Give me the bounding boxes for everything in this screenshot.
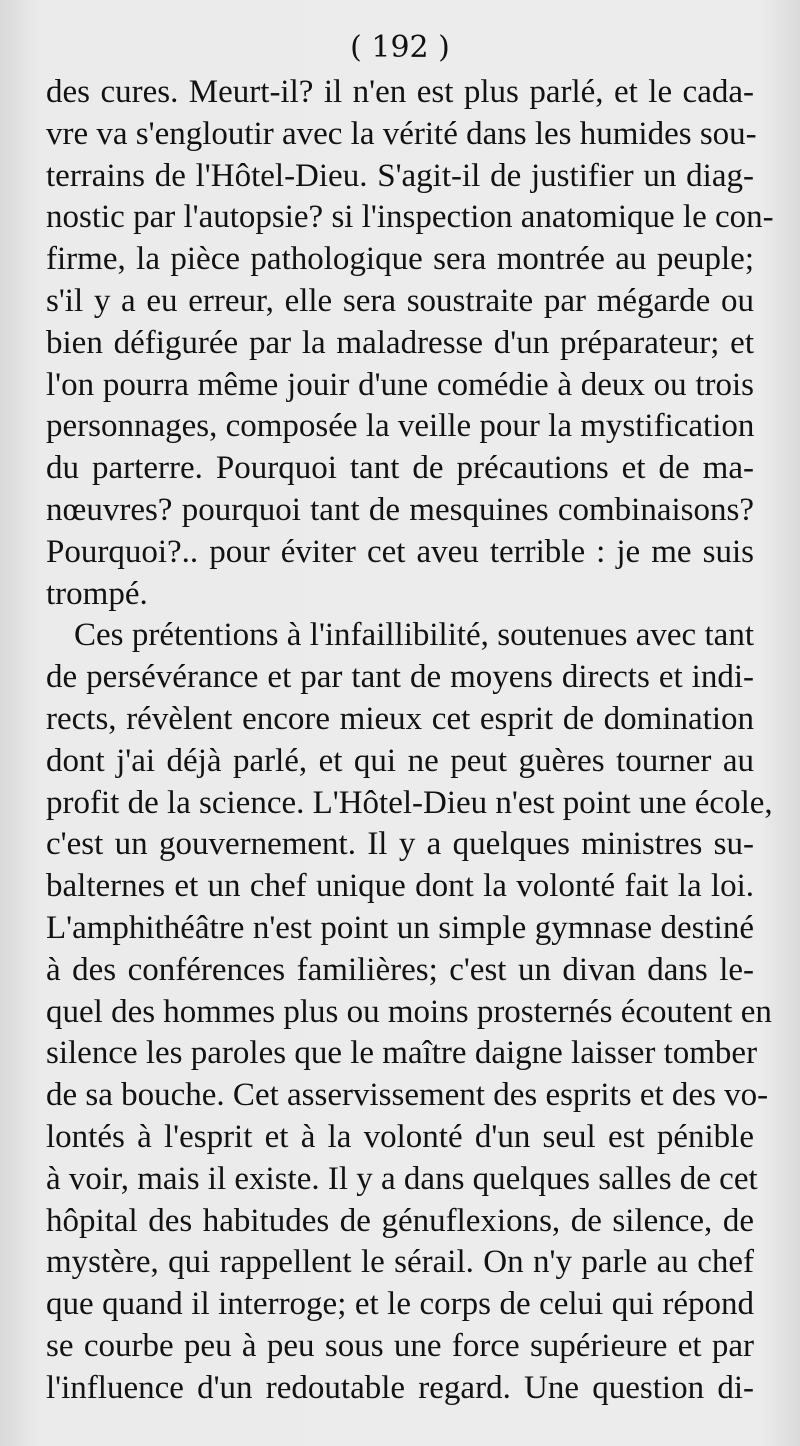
text-line: des cures. Meurt-il? il n'en est plus parlé, et le cada- xyxy=(46,74,754,110)
text-line: L'amphithéâtre n'est point un simple gymnase destiné xyxy=(46,909,754,946)
text-line: vre va s'engloutir avec la vérité dans les humides sou- xyxy=(46,115,757,152)
paragraph-2 xyxy=(46,615,773,1409)
text-line: hôpital des habitudes de génuflexions, de silence, de xyxy=(46,1202,754,1239)
text-line: nostic par l'autopsie? si l'inspection anatomique le con- xyxy=(46,199,774,236)
text-line: c'est un gouvernement. Il y a quelques ministres su- xyxy=(46,826,754,863)
body-text xyxy=(46,72,774,1410)
text-line: nœuvres? pourquoi tant de mesquines combinaisons? xyxy=(46,491,754,528)
text-line: quel des hommes plus ou moins prosternés écoutent en xyxy=(46,993,772,1030)
text-line: terrains de l'Hôtel-Dieu. S'agit-il de justifier un diag- xyxy=(46,157,754,194)
text-line: firme, la pièce pathologique sera montrée au peuple; xyxy=(46,241,754,278)
text-line: l'influence d'un redoutable regard. Une question di- xyxy=(46,1369,754,1406)
text-line: du parterre. Pourquoi tant de précautions et de ma- xyxy=(46,450,754,487)
text-line: Pourquoi?.. pour éviter cet aveu terrible : je me suis xyxy=(46,533,754,570)
page-number: ( 192 ) xyxy=(350,30,450,65)
text-line: de persévérance et par tant de moyens directs et indi- xyxy=(46,659,754,696)
text-line: dont j'ai déjà parlé, et qui ne peut guères tourner au xyxy=(46,742,754,779)
text-line: que quand il interroge; et le corps de celui qui répond xyxy=(46,1286,754,1323)
text-line: à voir, mais il existe. Il y a dans quelques salles de cet xyxy=(46,1160,758,1197)
text-line: l'on pourra même jouir d'une comédie à deux ou trois xyxy=(46,366,754,403)
text-line: se courbe peu à peu sous une force supérieure et par xyxy=(46,1327,754,1364)
text-line: de sa bouche. Cet asservissement des esprits et des vo- xyxy=(46,1077,769,1114)
text-line: à des conférences familières; c'est un divan dans le- xyxy=(46,951,754,988)
text-line: profit de la science. L'Hôtel-Dieu n'est point une école, xyxy=(46,784,773,821)
text-line: silence les paroles que le maître daigne laisser tomber xyxy=(46,1035,758,1072)
text-line: trompé. xyxy=(46,575,148,612)
text-line: rects, révèlent encore mieux cet esprit de domination xyxy=(46,700,754,737)
text-line: personnages, composée la veille pour la mystification xyxy=(46,408,755,445)
paragraph-1 xyxy=(46,72,774,615)
text-line: lontés à l'esprit et à la volonté d'un seul est pénible xyxy=(46,1118,754,1155)
text-line: bien défigurée par la maladresse d'un préparateur; et xyxy=(46,324,754,361)
text-line: s'il y a eu erreur, elle sera soustraite par mégarde ou xyxy=(46,282,754,319)
text-line: mystère, qui rappellent le sérail. On n'y parle au chef xyxy=(46,1244,754,1281)
text-line: balternes et un chef unique dont la volonté fait la loi. xyxy=(46,868,754,905)
text-line: Ces prétentions à l'infaillibilité, soutenues avec tant xyxy=(74,617,754,654)
